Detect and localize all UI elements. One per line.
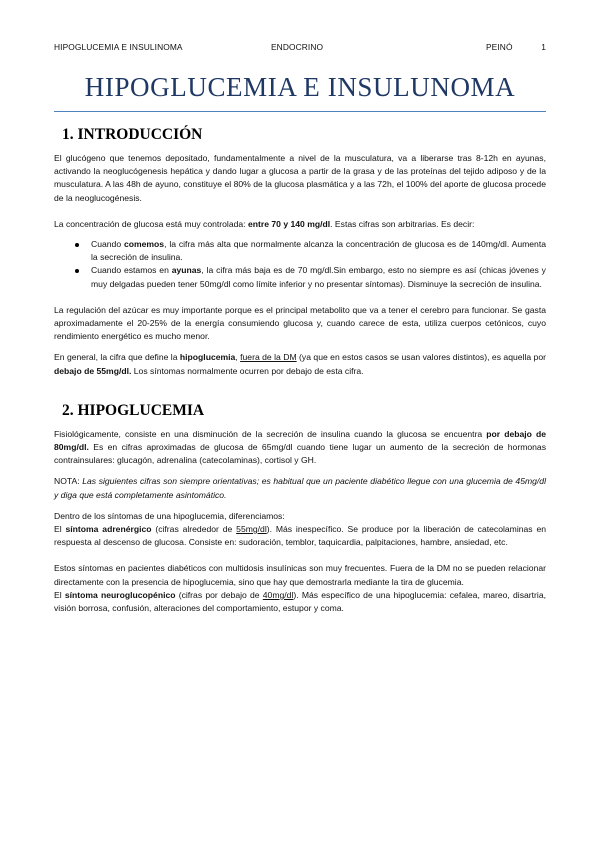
document-body bbox=[54, 124, 546, 615]
paragraph: Dentro de los síntomas de una hipoglucemia, diferenciamos: bbox=[54, 510, 285, 521]
list-item: Cuando estamos en ayunas, la cifra más baja es de 70 mg/dl.Sin embargo, esto no siempre es así (chicas jóvenes y muy delgadas pueden tener 50mg/dl como límite inferior y no presentar síntomas). Disminuye la secreción de insulina. bbox=[54, 264, 546, 290]
section-heading-hipoglucemia: 2. HIPOGLUCEMIA bbox=[62, 401, 205, 419]
list-item: Cuando comemos, la cifra más alta que normalmente alcanza la concentración de glucosa es de 140mg/dl. Aumenta la secreción de insulina. bbox=[54, 238, 546, 264]
paragraph: La regulación del azúcar es muy importante porque es el principal metabolito que va a tener el cerebro para funcionar. Se gasta aproximadamente el 20-25% de la energía consumiendo glucosa y, cuando carece de esta, utiliza cuerpos cetónicos, cuyo rendimiento energético es mucho menor. bbox=[54, 304, 546, 342]
header-author: PEINÓ bbox=[486, 42, 513, 52]
paragraph: El síntoma neuroglucopénico (cifras por debajo de 40mg/dl). Más específico de una hipoglucemia: cefalea, mareo, disartria, visión borrosa, confusión, alteraciones del comportamiento, estupor y coma. bbox=[54, 589, 546, 614]
paragraph: El glucógeno que tenemos depositado, fundamentalmente a nivel de la musculatura, va a liberarse tras 8-12h en ayunas, activando la neoglucógenesis hepática y dando lugar a glucosa a partir de la grasa y de las proteínas del tejido adiposo y de la musculatura. A las 48h de ayuno, constituye el 80% de la glucosa plasmática y a las 72h, el 100% del aporte de glucosa procede de la neoglucogénesis. bbox=[54, 153, 546, 203]
paragraph: Estos síntomas en pacientes diabéticos con multidosis insulínicas son muy frecuentes. Fuera de la DM no se pueden relacionar directamente con la presencia de hipoglucemia, sino que hay que demostrarla mediante la tira de glucemia. bbox=[54, 563, 546, 587]
section-heading-introduccion: 1. INTRODUCCIÓN bbox=[62, 126, 203, 143]
paragraph: En general, la cifra que define la hipoglucemia, fuera de la DM (ya que en estos casos se usan valores distintos), es aquella por debajo de 55mg/dl. Los síntomas normalmente ocurren por debajo de esta cifra. bbox=[54, 352, 546, 376]
page-number: 1 bbox=[541, 42, 546, 52]
note-paragraph: NOTA: Las siguientes cifras son siempre orientativas; es habitual que un paciente diabético llegue con una glucemia de 45mg/dl y diga que está completamente asintomático. bbox=[54, 476, 546, 500]
paragraph: La concentración de glucosa está muy controlada: entre 70 y 140 mg/dl. Estas cifras son arbitrarias. Es decir: bbox=[54, 218, 475, 229]
header-title: HIPOGLUCEMIA E INSULINOMA bbox=[54, 42, 183, 52]
bullet-list bbox=[54, 238, 546, 291]
title-rule bbox=[54, 111, 546, 112]
header-subject: ENDOCRINO bbox=[271, 42, 324, 52]
document-title: HIPOGLUCEMIA E INSULUNOMA bbox=[84, 72, 516, 102]
page-header bbox=[54, 42, 546, 54]
paragraph: Fisiológicamente, consiste en una disminución de la secreción de insulina cuando la glucosa se encuentra por debajo de 80mg/dl. Es en cifras aproximadas de glucosa de 65mg/dl cuando tiene lugar un aumento de la secreción de hormonas contrainsulares: glucagón, adrenalina (catecolaminas), cortisol y GH. bbox=[54, 428, 547, 466]
paragraph: El síntoma adrenérgico (cifras alrededor de 55mg/dl). Más inespecífico. Se produce por la liberación de catecolaminas en respuesta al descenso de glucosa. Consiste en: sudoración, temblor, taquicardia, palpitaciones, hambre, ansiedad, etc. bbox=[54, 524, 547, 548]
